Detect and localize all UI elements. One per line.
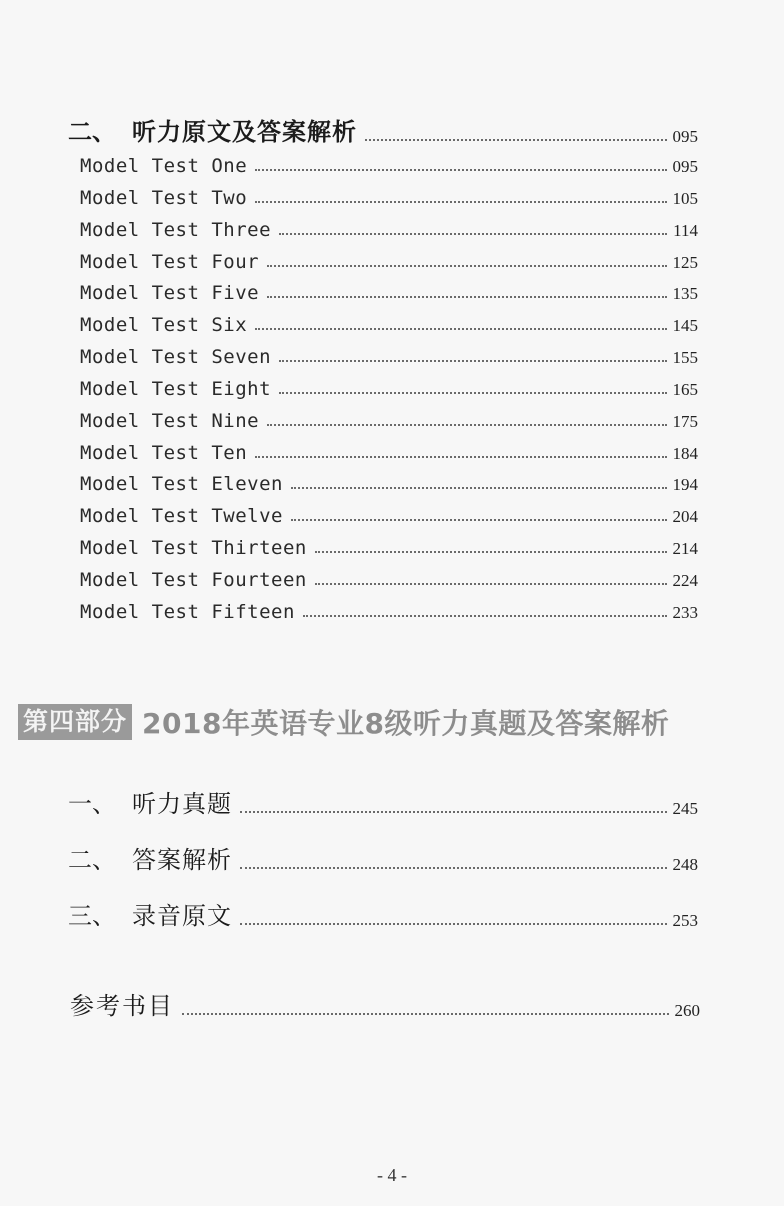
- page-number: 184: [672, 444, 698, 463]
- toc-entry-model-test[interactable]: [80, 251, 698, 273]
- page-number: 165: [672, 380, 698, 399]
- dot-leader: [315, 551, 667, 553]
- page-number: 204: [672, 507, 698, 526]
- dot-leader: [303, 615, 667, 617]
- entry-label: Model Test Three: [80, 219, 272, 241]
- page-number: 145: [672, 316, 698, 335]
- entry-label: Model Test Twelve: [80, 505, 283, 527]
- page-number: 114: [673, 221, 698, 240]
- entry-label: Model Test Thirteen: [80, 537, 307, 559]
- dot-leader: [255, 169, 666, 171]
- dot-leader: [255, 456, 666, 458]
- dot-leader: [182, 1013, 669, 1015]
- entry-label: 二、 答案解析: [68, 846, 232, 874]
- dot-leader: [240, 867, 667, 869]
- toc-entry-bibliography[interactable]: [70, 986, 700, 1021]
- dot-leader: [365, 139, 667, 141]
- toc-entry-model-test[interactable]: [80, 155, 698, 177]
- dot-leader: [291, 519, 667, 521]
- toc-entry-model-test[interactable]: [80, 601, 698, 623]
- dot-leader: [291, 487, 667, 489]
- entry-label: Model Test Nine: [80, 410, 260, 432]
- dot-leader: [240, 923, 667, 925]
- toc-entry-model-test[interactable]: [80, 442, 698, 464]
- entry-label: 参考书目: [70, 992, 174, 1020]
- page-number: 095: [672, 127, 698, 146]
- toc-entry-model-test[interactable]: [80, 187, 698, 209]
- page-number: 260: [674, 1001, 700, 1020]
- entry-label: Model Test One: [80, 155, 248, 177]
- toc-entry-model-test[interactable]: [80, 378, 698, 400]
- dot-leader: [267, 265, 666, 267]
- entry-label: 一、 听力真题: [68, 790, 232, 818]
- toc-entry-model-test[interactable]: [80, 219, 698, 241]
- toc-entry-model-test[interactable]: [80, 314, 698, 336]
- entry-label: Model Test Eight: [80, 378, 272, 400]
- entry-label: Model Test Fifteen: [80, 601, 295, 623]
- dot-leader: [267, 424, 666, 426]
- page-number: 125: [672, 253, 698, 272]
- page-number: 224: [672, 571, 698, 590]
- entry-label: Model Test Fourteen: [80, 569, 307, 591]
- entry-label: 三、 录音原文: [68, 902, 232, 930]
- part-title: 2018年英语专业8级听力真题及答案解析: [142, 707, 670, 740]
- toc-section-listening-transcripts[interactable]: [68, 112, 698, 147]
- footer-page-number: - 4 -: [377, 1165, 407, 1185]
- page-number: 214: [672, 539, 698, 558]
- part-four-banner: [18, 702, 669, 742]
- page-number: 155: [672, 348, 698, 367]
- page-number: 105: [672, 189, 698, 208]
- section-label: 二、 听力原文及答案解析: [68, 118, 357, 146]
- dot-leader: [255, 328, 666, 330]
- dot-leader: [279, 360, 666, 362]
- page-number: 245: [672, 799, 698, 818]
- page-number: 194: [672, 475, 698, 494]
- toc-entry-model-test[interactable]: [80, 569, 698, 591]
- page-number: 233: [672, 603, 698, 622]
- entry-label: Model Test Two: [80, 187, 248, 209]
- part-badge: 第四部分: [18, 704, 132, 740]
- toc-entry-model-test[interactable]: [80, 346, 698, 368]
- dot-leader: [279, 233, 667, 235]
- entry-label: Model Test Four: [80, 251, 260, 273]
- page-number: 135: [672, 284, 698, 303]
- toc-entry-model-test[interactable]: [80, 282, 698, 304]
- entry-label: Model Test Ten: [80, 442, 248, 464]
- toc-entry-answer-analysis[interactable]: [68, 840, 698, 875]
- toc-entry-model-test[interactable]: [80, 505, 698, 527]
- dot-leader: [279, 392, 666, 394]
- dot-leader: [255, 201, 666, 203]
- page-number: 175: [672, 412, 698, 431]
- dot-leader: [267, 296, 666, 298]
- toc-entry-recording-transcript[interactable]: [68, 896, 698, 931]
- entry-label: Model Test Six: [80, 314, 248, 336]
- page-number: 248: [672, 855, 698, 874]
- dot-leader: [240, 811, 667, 813]
- entry-label: Model Test Eleven: [80, 473, 283, 495]
- toc-entry-listening-questions[interactable]: [68, 784, 698, 819]
- page-number: 253: [672, 911, 698, 930]
- entry-label: Model Test Five: [80, 282, 260, 304]
- page-number: 095: [672, 157, 698, 176]
- dot-leader: [315, 583, 667, 585]
- toc-entry-model-test[interactable]: [80, 537, 698, 559]
- entry-label: Model Test Seven: [80, 346, 272, 368]
- toc-entry-model-test[interactable]: [80, 410, 698, 432]
- toc-entry-model-test[interactable]: [80, 473, 698, 495]
